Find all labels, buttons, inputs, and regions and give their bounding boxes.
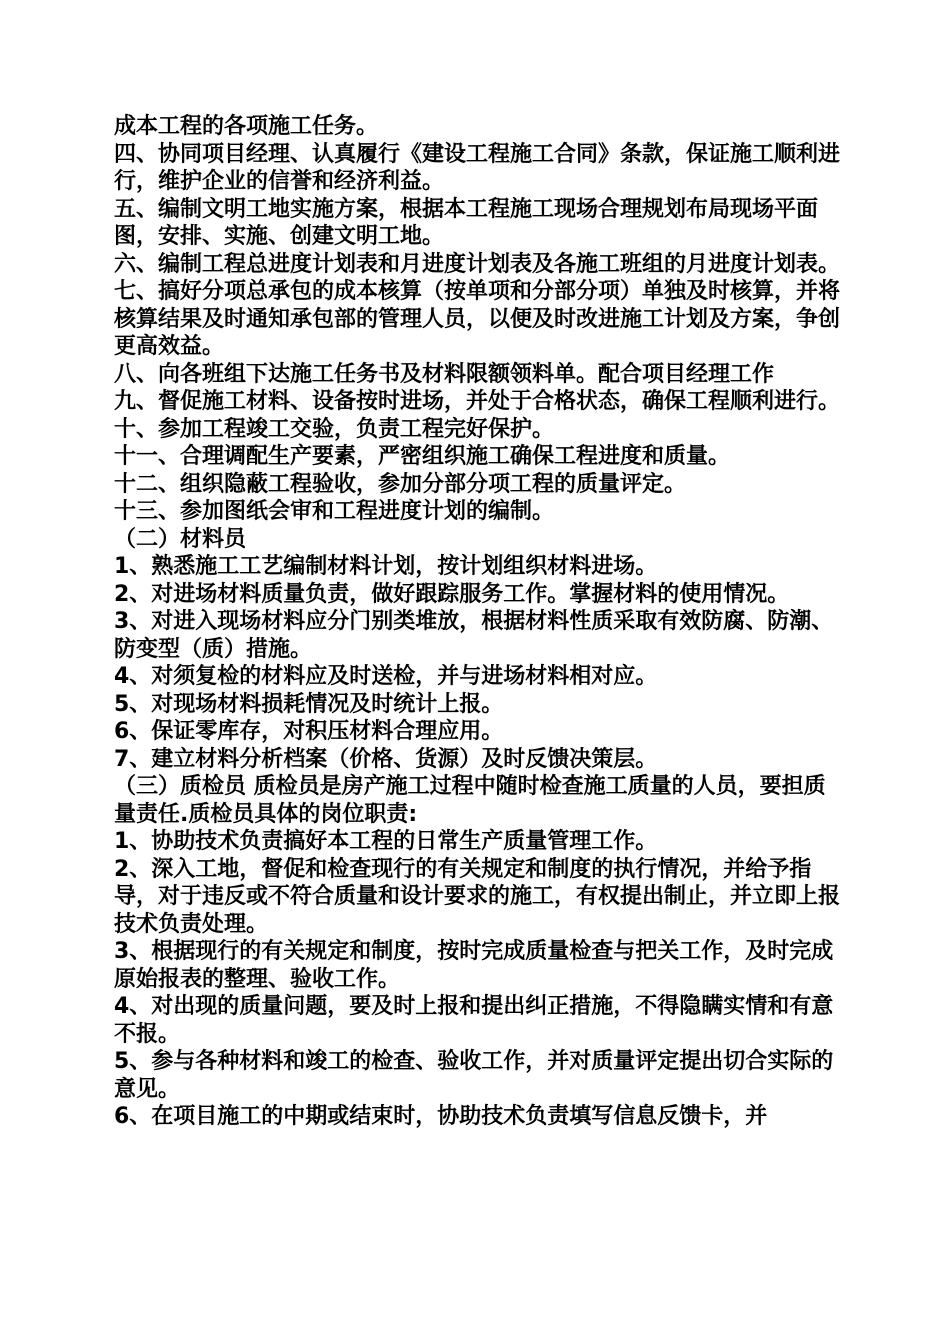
section-heading: （二）材料员	[114, 526, 247, 552]
paragraph: 5、对现场材料损耗情况及时统计上报。	[114, 691, 504, 717]
paragraph: 七、搞好分项总承包的成本核算（按单项和分部分项）单独及时核算，并将核算结果及时通知承包部的管理人员，以便及时改进施工计划及方案，争创更高效益。	[114, 279, 841, 359]
document-body	[114, 113, 844, 1131]
paragraph: 7、建立材料分析档案（价格、货源）及时反馈决策层。	[114, 746, 658, 772]
paragraph: 五、编制文明工地实施方案，根据本工程施工现场合理规划布局现场平面图，安排、实施、创建文明工地。	[114, 196, 819, 249]
paragraph: 6、在项目施工的中期或结束时，协助技术负责填写信息反馈卡，并	[114, 1104, 768, 1129]
paragraph: 2、深入工地，督促和检查现行的有关规定和制度的执行情况，并给予指导，对于违反或不符合质量和设计要求的施工，有权提出制止，并立即上报技术负责处理。	[114, 856, 841, 937]
paragraph: 成本工程的各项施工任务。	[114, 114, 379, 139]
paragraph: 八、向各班组下达施工任务书及材料限额领料单。配合项目经理工作	[114, 361, 775, 387]
paragraph: 4、对出现的质量问题，要及时上报和提出纠正措施，不得隐瞒实情和有意不报。	[114, 994, 834, 1047]
paragraph: 九、督促施工材料、设备按时进场，并处于合格状态，确保工程顺利进行。	[114, 389, 841, 414]
paragraph: 6、保证零库存，对积压材料合理应用。	[114, 719, 504, 744]
paragraph: 六、编制工程总进度计划表和月进度计划表及各施工班组的月进度计划表。	[114, 251, 841, 277]
paragraph: 1、协助技术负责搞好本工程的日常生产质量管理工作。	[114, 829, 658, 854]
paragraph: 3、对进入现场材料应分门别类堆放，根据材料性质采取有效防腐、防潮、防变型（质）措施。	[114, 609, 834, 662]
section-heading: （三）质检员 质检员是房产施工过程中随时检查施工质量的人员，要担质量责任.质检员具体的岗位职责:	[114, 774, 826, 827]
paragraph: 十二、组织隐蔽工程验收，参加分部分项工程的质量评定。	[114, 471, 687, 497]
paragraph: 十三、参加图纸会审和工程进度计划的编制。	[114, 499, 555, 524]
paragraph: 4、对须复检的材料应及时送检，并与进场材料相对应。	[114, 664, 658, 689]
paragraph: 3、根据现行的有关规定和制度，按时完成质量检查与把关工作，及时完成原始报表的整理、验收工作。	[114, 939, 834, 992]
paragraph: 1、熟悉施工工艺编制材料计划，按计划组织材料进场。	[114, 554, 658, 579]
paragraph: 5、参与各种材料和竣工的检查、验收工作，并对质量评定提出切合实际的意见。	[114, 1049, 834, 1102]
paragraph: 十、参加工程竣工交验，负责工程完好保护。	[114, 416, 555, 442]
paragraph: 2、对进场材料质量负责，做好跟踪服务工作。掌握材料的使用情况。	[114, 581, 790, 607]
paragraph: 四、协同项目经理、认真履行《建设工程施工合同》条款，保证施工顺利进行，维护企业的信誉和经济利益。	[114, 141, 841, 194]
paragraph: 十一、合理调配生产要素，严密组织施工确保工程进度和质量。	[114, 444, 731, 469]
